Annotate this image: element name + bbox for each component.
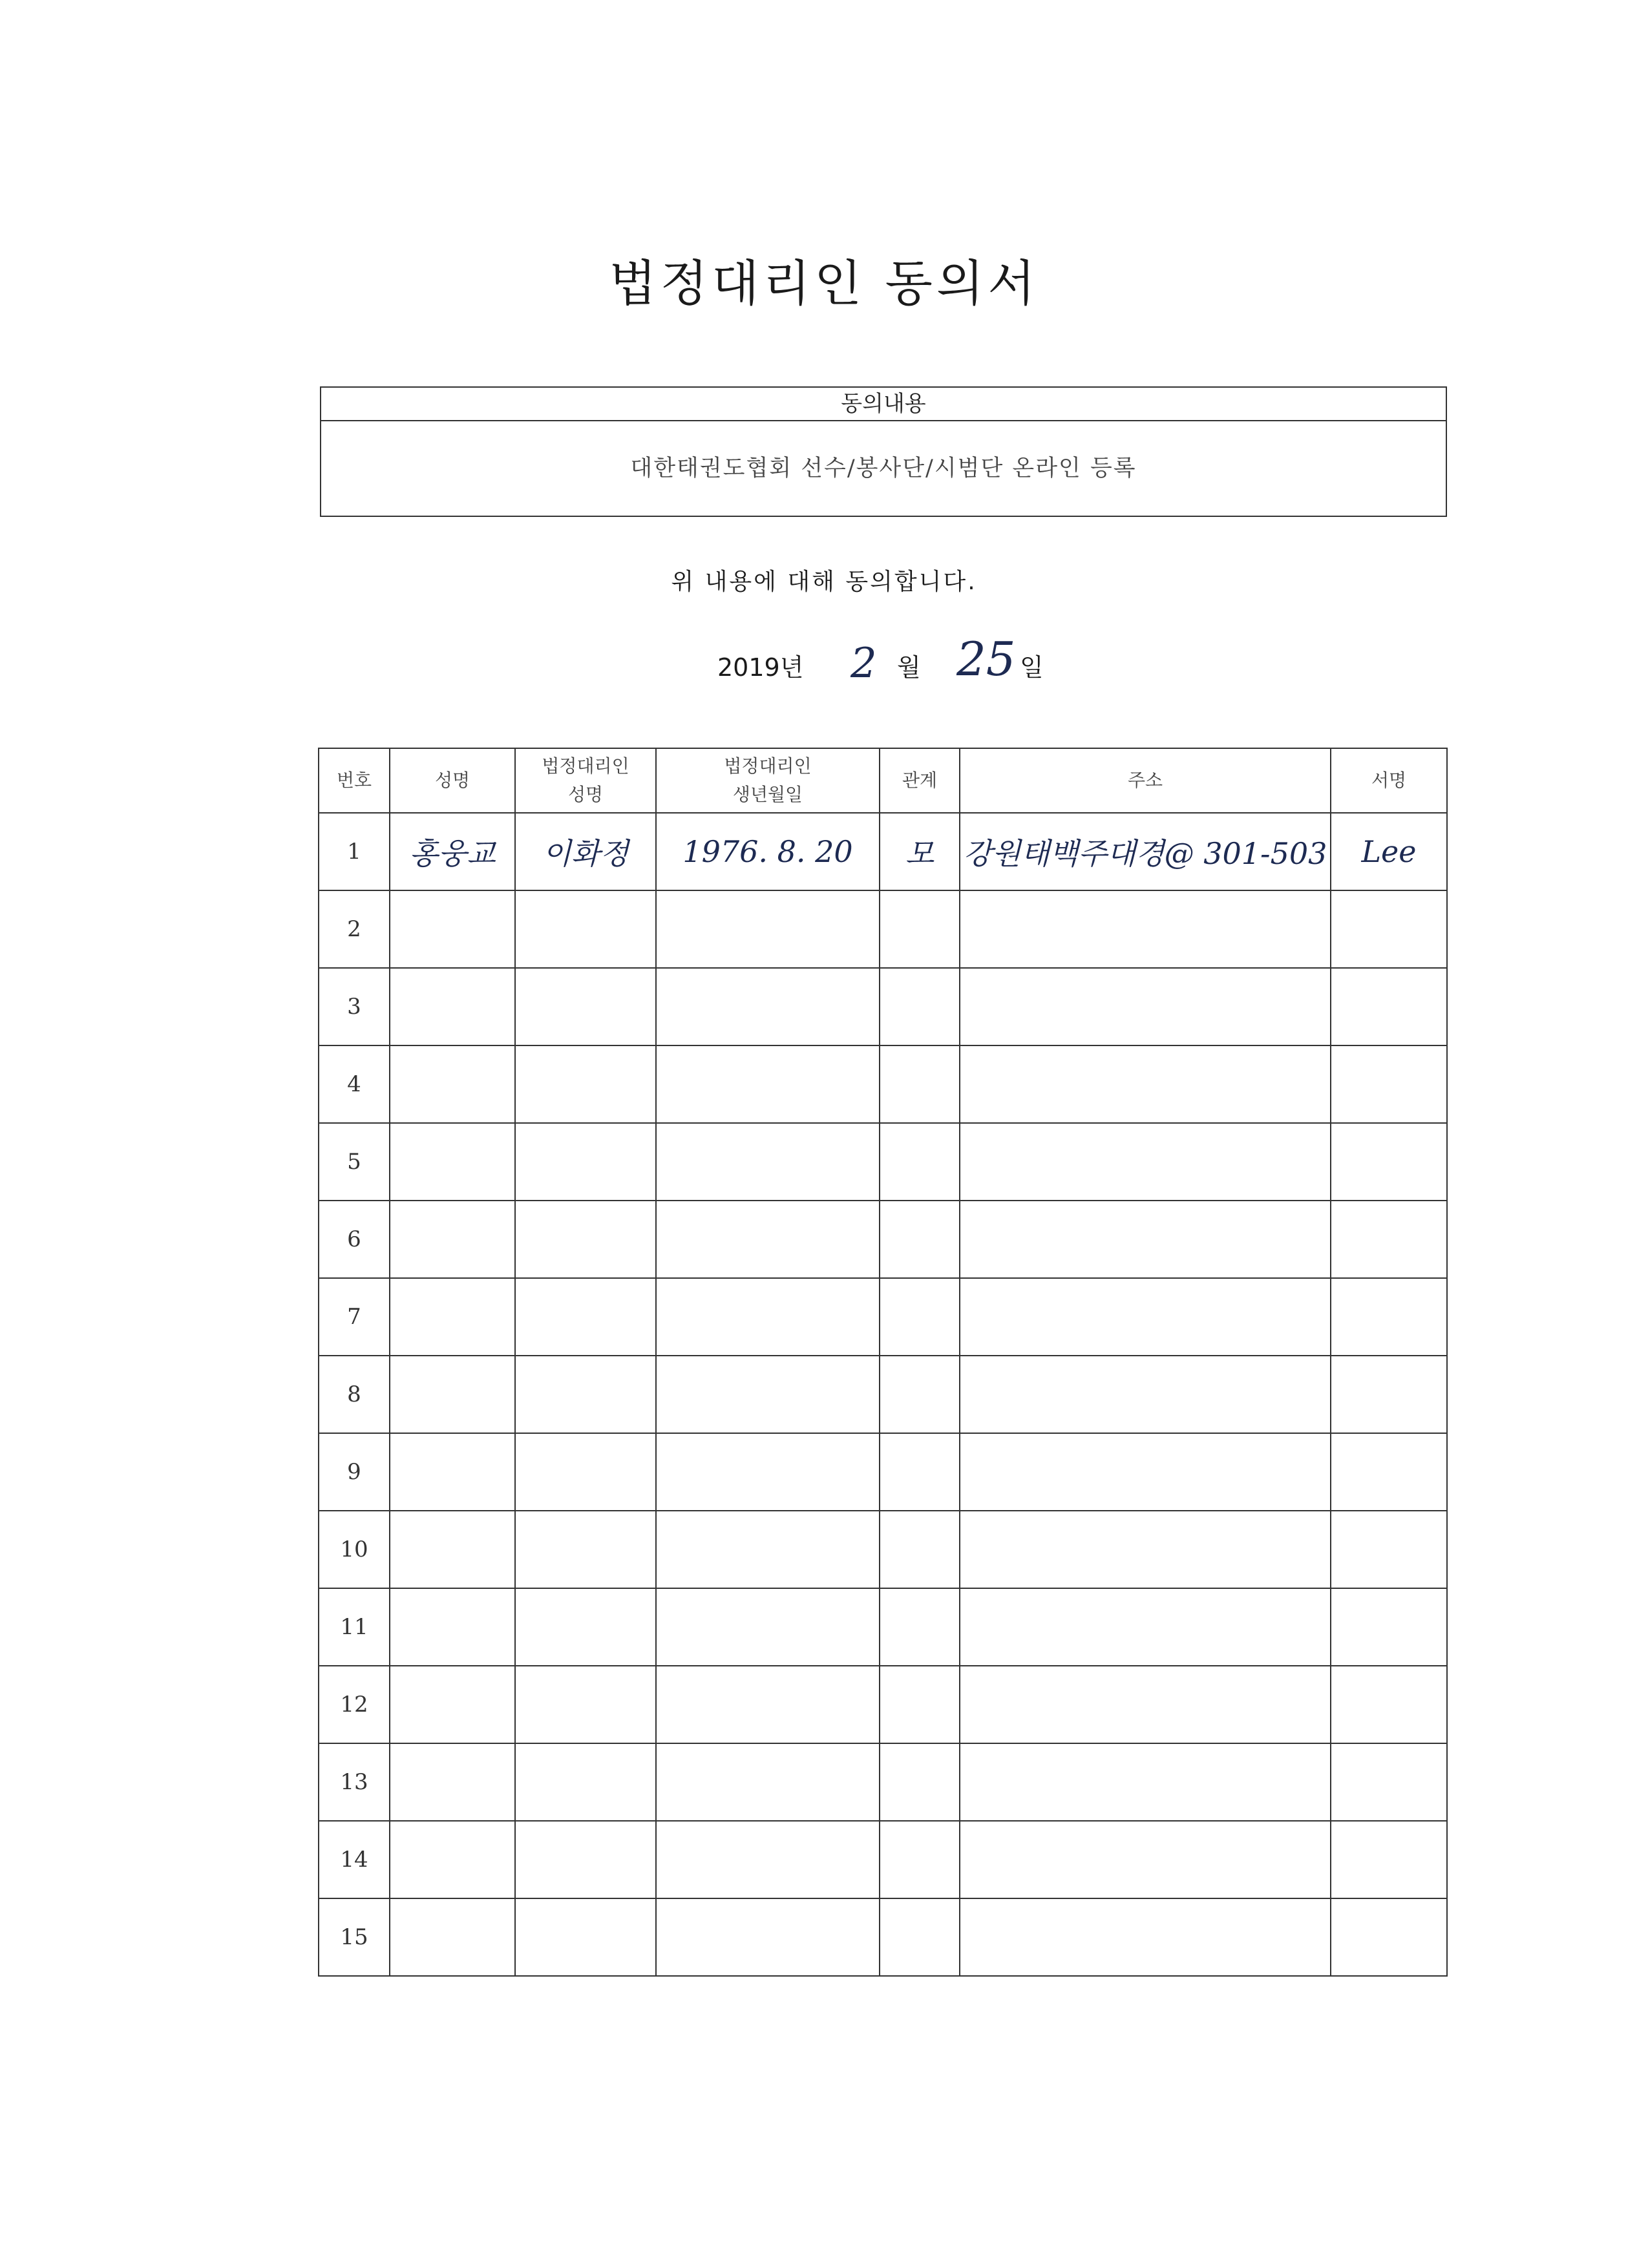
- cell-address: [960, 1356, 1331, 1433]
- date-year: 2019년: [717, 653, 804, 682]
- table-row: [319, 1588, 1447, 1666]
- cell-address: 강원태백주대경@ 301-503: [960, 813, 1331, 890]
- cell-signature: Lee: [1331, 813, 1447, 890]
- consent-content-text: 대한태권도협회 선수/봉사단/시범단 온라인 등록: [630, 456, 1137, 481]
- table-row: [319, 1666, 1447, 1743]
- cell-name: [390, 1666, 515, 1743]
- table-row: [319, 1045, 1447, 1123]
- cell-guardian-birth: [656, 1278, 880, 1356]
- cell-relation: [880, 1588, 960, 1666]
- table-row: [319, 1743, 1447, 1821]
- cell-no: 1: [319, 813, 390, 890]
- date-month-handwritten: 2: [850, 640, 877, 688]
- cell-relation: [880, 1045, 960, 1123]
- cell-signature: [1331, 1278, 1447, 1356]
- cell-name: [390, 890, 515, 968]
- cell-no: 10: [319, 1511, 390, 1588]
- header-address: 주소: [960, 748, 1331, 813]
- header-no: 번호: [319, 748, 390, 813]
- cell-guardian-birth: [656, 1821, 880, 1898]
- consent-content-header: 동의내용: [321, 388, 1446, 421]
- cell-no: 5: [319, 1123, 390, 1201]
- cell-signature: [1331, 1123, 1447, 1201]
- cell-address: [960, 1045, 1331, 1123]
- cell-address: [960, 1821, 1331, 1898]
- cell-address: [960, 1201, 1331, 1278]
- cell-guardian-birth: [656, 1045, 880, 1123]
- header-guardian-birth: 법정대리인 생년월일: [656, 748, 880, 813]
- cell-address: [960, 1666, 1331, 1743]
- cell-relation: [880, 1123, 960, 1201]
- cell-name: [390, 1511, 515, 1588]
- cell-no: 11: [319, 1588, 390, 1666]
- cell-guardian-name: [515, 1201, 656, 1278]
- cell-address: [960, 1743, 1331, 1821]
- cell-name: [390, 1123, 515, 1201]
- cell-name: [390, 1278, 515, 1356]
- cell-no: 14: [319, 1821, 390, 1898]
- table-row: [319, 1898, 1447, 1976]
- cell-signature: [1331, 1898, 1447, 1976]
- cell-signature: [1331, 1045, 1447, 1123]
- cell-relation: [880, 1201, 960, 1278]
- cell-signature: [1331, 1588, 1447, 1666]
- cell-name: [390, 1743, 515, 1821]
- cell-name: [390, 1045, 515, 1123]
- cell-name: [390, 1588, 515, 1666]
- cell-address: [960, 1278, 1331, 1356]
- cell-address: [960, 968, 1331, 1045]
- cell-signature: [1331, 1433, 1447, 1511]
- cell-guardian-name: [515, 1666, 656, 1743]
- cell-guardian-birth: [656, 1588, 880, 1666]
- cell-guardian-birth: [656, 1666, 880, 1743]
- cell-relation: 모: [880, 813, 960, 890]
- header-relation: 관계: [880, 748, 960, 813]
- cell-guardian-name: [515, 1588, 656, 1666]
- table-row: [319, 1278, 1447, 1356]
- cell-name: [390, 968, 515, 1045]
- cell-relation: [880, 1511, 960, 1588]
- cell-guardian-birth: [656, 968, 880, 1045]
- cell-guardian-birth: [656, 1743, 880, 1821]
- cell-guardian-name: 이화정: [515, 813, 656, 890]
- cell-signature: [1331, 968, 1447, 1045]
- cell-name: 홍웅교: [390, 813, 515, 890]
- table-header-row: [319, 748, 1447, 813]
- cell-no: 13: [319, 1743, 390, 1821]
- cell-relation: [880, 1898, 960, 1976]
- header-guardian-name: 법정대리인 성명: [515, 748, 656, 813]
- cell-no: 7: [319, 1278, 390, 1356]
- cell-relation: [880, 1743, 960, 1821]
- table-row: [319, 890, 1447, 968]
- table-row: [319, 1356, 1447, 1433]
- table-row: [319, 1123, 1447, 1201]
- cell-relation: [880, 1821, 960, 1898]
- cell-guardian-name: [515, 1045, 656, 1123]
- cell-signature: [1331, 1743, 1447, 1821]
- cell-guardian-name: [515, 1743, 656, 1821]
- cell-signature: [1331, 890, 1447, 968]
- cell-guardian-birth: [656, 1123, 880, 1201]
- cell-address: [960, 890, 1331, 968]
- document-title: 법정대리인 동의서: [609, 255, 1039, 312]
- cell-name: [390, 1821, 515, 1898]
- cell-no: 8: [319, 1356, 390, 1433]
- cell-address: [960, 1123, 1331, 1201]
- cell-name: [390, 1898, 515, 1976]
- cell-guardian-name: [515, 890, 656, 968]
- cell-no: 12: [319, 1666, 390, 1743]
- table-row: [319, 1201, 1447, 1278]
- cell-signature: [1331, 1511, 1447, 1588]
- table-row: [319, 1433, 1447, 1511]
- cell-signature: [1331, 1821, 1447, 1898]
- cell-signature: [1331, 1666, 1447, 1743]
- cell-guardian-name: [515, 968, 656, 1045]
- date-month-label: 월: [897, 653, 921, 682]
- cell-relation: [880, 1356, 960, 1433]
- cell-guardian-name: [515, 1123, 656, 1201]
- table-row: [319, 1821, 1447, 1898]
- cell-guardian-name: [515, 1511, 656, 1588]
- table-row: [319, 968, 1447, 1045]
- cell-relation: [880, 1278, 960, 1356]
- cell-address: [960, 1898, 1331, 1976]
- header-name: 성명: [390, 748, 515, 813]
- cell-guardian-name: [515, 1898, 656, 1976]
- cell-no: 15: [319, 1898, 390, 1976]
- header-signature: 서명: [1331, 748, 1447, 813]
- cell-guardian-birth: [656, 1511, 880, 1588]
- date-day-handwritten: 25: [956, 632, 1016, 686]
- cell-relation: [880, 968, 960, 1045]
- cell-relation: [880, 1433, 960, 1511]
- cell-signature: [1331, 1201, 1447, 1278]
- cell-relation: [880, 890, 960, 968]
- cell-no: 3: [319, 968, 390, 1045]
- cell-no: 6: [319, 1201, 390, 1278]
- cell-guardian-birth: [656, 1201, 880, 1278]
- date-day-label: 일: [1020, 653, 1044, 682]
- cell-guardian-birth: [656, 1356, 880, 1433]
- cell-guardian-name: [515, 1821, 656, 1898]
- cell-no: 9: [319, 1433, 390, 1511]
- cell-name: [390, 1433, 515, 1511]
- cell-guardian-birth: [656, 890, 880, 968]
- cell-no: 4: [319, 1045, 390, 1123]
- cell-guardian-name: [515, 1356, 656, 1433]
- cell-address: [960, 1588, 1331, 1666]
- guardian-roster-table: [318, 748, 1448, 1977]
- cell-relation: [880, 1666, 960, 1743]
- consent-content-box: [320, 386, 1447, 517]
- cell-guardian-birth: 1976. 8. 20: [656, 813, 880, 890]
- cell-address: [960, 1433, 1331, 1511]
- agreement-statement: 위 내용에 대해 동의합니다.: [671, 569, 977, 595]
- cell-guardian-birth: [656, 1433, 880, 1511]
- cell-no: 2: [319, 890, 390, 968]
- cell-guardian-name: [515, 1278, 656, 1356]
- cell-guardian-birth: [656, 1898, 880, 1976]
- cell-guardian-name: [515, 1433, 656, 1511]
- table-row: [319, 1511, 1447, 1588]
- table-row: [319, 813, 1447, 890]
- cell-address: [960, 1511, 1331, 1588]
- cell-name: [390, 1201, 515, 1278]
- cell-signature: [1331, 1356, 1447, 1433]
- cell-name: [390, 1356, 515, 1433]
